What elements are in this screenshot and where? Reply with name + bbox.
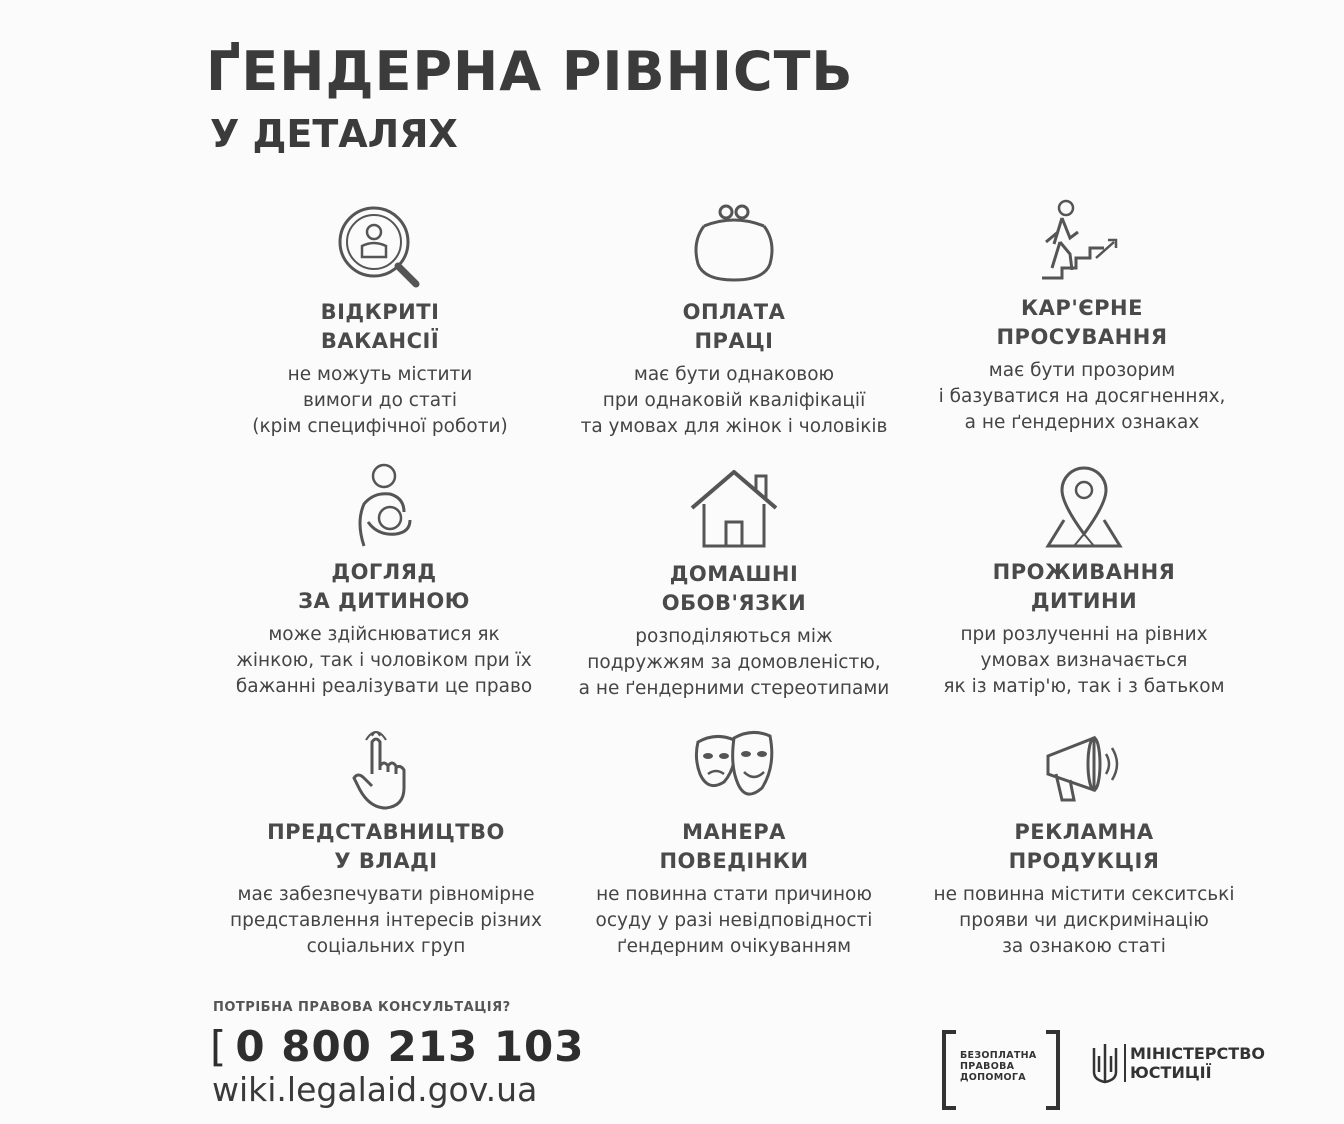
item-career: [902, 198, 1262, 436]
location-pin-icon: [1034, 462, 1134, 552]
item-childcare: [204, 462, 564, 700]
phone-number[interactable]: 0 800 213 103: [235, 1022, 585, 1071]
item-description: не повинна стати причиною осуду у разі невідповідності ґендерним очікуванням: [595, 884, 873, 957]
item-title: ДОГЛЯД ЗА ДИТИНОЮ: [298, 560, 470, 613]
item-advertising: [904, 726, 1264, 960]
page-subtitle: У ДЕТАЛЯХ: [210, 112, 458, 156]
megaphone-icon: [1034, 726, 1134, 812]
parent-child-icon: [334, 462, 434, 552]
item-description: при розлученні на рівних умовах визначається як із матір'ю, так і з батьком: [943, 624, 1225, 697]
item-open-vacancies: [200, 202, 560, 440]
item-title: КАР'ЄРНЕ ПРОСУВАННЯ: [996, 296, 1168, 349]
hand-pointer-icon: [336, 726, 436, 812]
website-link[interactable]: wiki.legalaid.gov.ua: [212, 1070, 538, 1109]
item-description: має забезпечувати рівномірне представлення інтересів різних соціальних груп: [229, 884, 542, 957]
legal-aid-logo-text: БЕЗОПЛАТНА ПРАВОВА ДОПОМОГА: [960, 1050, 1037, 1083]
item-behavior: [554, 726, 914, 960]
hotline-phone[interactable]: [210, 1022, 585, 1071]
trident-icon: [1090, 1042, 1120, 1086]
item-description: може здійснюватися як жінкою, так і чоловіком при їх бажанні реалізувати це право: [235, 624, 533, 697]
item-title: ПРЕДСТАВНИЦТВО У ВЛАДІ: [267, 820, 505, 873]
item-title: МАНЕРА ПОВЕДІНКИ: [659, 820, 809, 873]
item-description: не можуть містити вимоги до статі (крім специфічної роботи): [252, 364, 508, 437]
consultation-label: ПОТРІБНА ПРАВОВА КОНСУЛЬТАЦІЯ?: [213, 1000, 511, 1015]
theater-masks-icon: [684, 726, 784, 812]
phone-bracket: [: [210, 1022, 228, 1071]
ministry-logo-text: МІНІСТЕРСТВО ЮСТИЦІЇ: [1130, 1044, 1265, 1082]
item-description: має бути однаковою при однаковій кваліфікації та умовах для жінок і чоловіків: [580, 364, 888, 437]
legal-aid-logo: [942, 1030, 1060, 1110]
item-description: розподіляються між подружжям за домовленістю, а не ґендерними стереотипами: [578, 626, 890, 699]
wallet-purse-icon: [684, 202, 784, 292]
magnifier-person-icon: [330, 202, 430, 292]
item-household: [554, 464, 914, 702]
ministry-logo: [1090, 1042, 1280, 1092]
ministry-divider: [1124, 1044, 1126, 1082]
item-title: РЕКЛАМНА ПРОДУКЦІЯ: [1008, 820, 1160, 873]
item-child-residence: [904, 462, 1264, 700]
item-title: ДОМАШНІ ОБОВ'ЯЗКИ: [661, 562, 807, 615]
item-title: ОПЛАТА ПРАЦІ: [682, 300, 786, 353]
item-representation: [206, 726, 566, 960]
house-icon: [684, 464, 784, 554]
page-title: ҐЕНДЕРНА РІВНІСТЬ: [206, 40, 854, 103]
item-salary: [554, 202, 914, 440]
career-stairs-icon: [1032, 198, 1132, 288]
item-description: має бути прозорим і базуватися на досягненнях, а не ґендерних ознаках: [938, 360, 1226, 433]
item-description: не повинна містити секситські прояви чи дискримінацію за ознакою статі: [933, 884, 1235, 957]
item-title: ПРОЖИВАННЯ ДИТИНИ: [992, 560, 1176, 613]
item-title: ВІДКРИТІ ВАКАНСІЇ: [320, 300, 440, 353]
